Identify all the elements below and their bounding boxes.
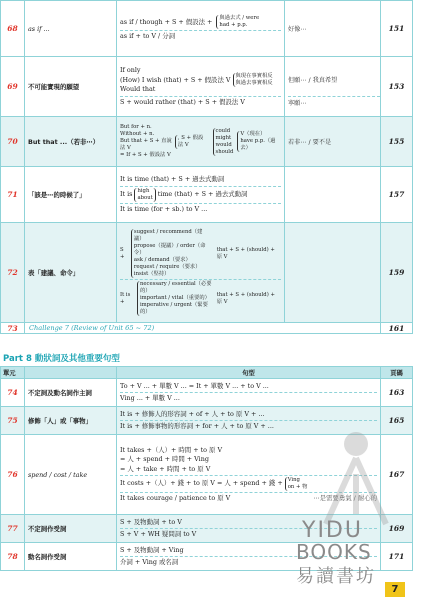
page-ref: 159 (381, 223, 413, 323)
unit-number: 74 (1, 379, 25, 407)
pattern-line: have p.p.（過去） (240, 138, 276, 151)
unit-title: spend / cost / take (25, 435, 117, 515)
pattern-line: But that + S + 直說法 V (120, 138, 172, 151)
pattern-line: S + V + WH 疑問詞 to V (120, 528, 377, 540)
example-meaning: 寧願⋯ (288, 96, 380, 107)
unit-number: 75 (1, 407, 25, 435)
table-row (1, 379, 413, 407)
brace-group (134, 188, 155, 202)
pattern-line: , S + 假設法 V (175, 135, 209, 149)
pattern-line: = 人 + spend + 時間 + Ving (120, 455, 209, 463)
table-row (1, 1, 413, 57)
page-ref: 167 (381, 435, 413, 515)
pattern-line: time (that) + S + 過去式動詞 (157, 189, 248, 198)
pattern-line: as if / though + S + 假設法 + (120, 18, 213, 27)
unit-title: 不定詞作受詞 (25, 515, 117, 543)
page-ref: 163 (381, 379, 413, 407)
pattern-line: propose（提議）/ order（命令） (133, 243, 206, 256)
unit-title: 動名詞作受詞 (25, 543, 117, 571)
pattern-line: should (215, 148, 234, 155)
pattern-line: request / require（要求） (133, 264, 201, 270)
table-row (1, 223, 413, 323)
pattern-line: It costs +（人）+ 錢 + to 原 V = 人 + spend + 錢 + (120, 479, 283, 488)
pattern-line: = If + S + 假設法 V (120, 152, 171, 158)
pattern-cell (117, 223, 285, 323)
pattern-line: that + S + (should) + 原 V (216, 246, 275, 260)
brace-group (137, 281, 215, 316)
example-cell (285, 57, 381, 117)
part-title: Part 8 動狀詞及其他重要句型 (3, 354, 120, 364)
pattern-line: Ving ... + 單數 V ... (120, 392, 377, 404)
pattern-line: To + V ... + 單數 V ... = It + 單數 V ... + to V ... (120, 381, 269, 390)
pattern-line: Without + n. (120, 131, 155, 137)
unit-title: as if ... (25, 1, 117, 57)
watermark-text: YIDU (302, 518, 363, 543)
pattern-cell (117, 1, 285, 57)
pattern-line: V（現在） (240, 131, 266, 137)
pattern-cell (117, 57, 285, 117)
unit-title: 「該是⋯的時候了」 (25, 167, 117, 223)
pattern-cell (117, 379, 381, 407)
table-row (1, 57, 413, 117)
pattern-line: 與現在事實相反 (235, 73, 273, 80)
pattern-line: But for + n. (120, 124, 152, 130)
pattern-line: = 人 + take + 時間 + to 原 V (120, 464, 211, 473)
header-unit: 單元 (1, 367, 25, 379)
example-meaning (285, 223, 381, 323)
pattern-line: S + 及物動詞 + to V (120, 517, 182, 526)
pattern-line: that + S + (should) + 原 V (216, 291, 275, 305)
pattern-line: S + would rather (that) + S + 假設法 V (120, 96, 281, 108)
pattern-line: It is time (that) + S + 過去式動詞 (120, 175, 225, 183)
pattern-line: high (137, 187, 150, 194)
pattern-line: imperative / urgent（緊要的） (139, 302, 208, 315)
example-meaning: 若非⋯ / 要不是 (285, 117, 381, 167)
header-pattern: 句型 (117, 367, 381, 379)
pattern-line: It is time (for + sb.) to V ... (120, 203, 281, 215)
pattern-line: S + (120, 246, 125, 260)
unit-number: 69 (1, 57, 25, 117)
page-ref: 169 (381, 515, 413, 543)
pattern-line: 與過去事實相反 (235, 80, 273, 87)
unit-number: 70 (1, 117, 25, 167)
unit-number: 71 (1, 167, 25, 223)
unit-number: 72 (1, 223, 25, 323)
pattern-line: ask / demand（要求） (133, 257, 191, 263)
pattern-line: It is + (120, 291, 131, 305)
table-header-row (1, 367, 413, 379)
page-ref: 151 (381, 1, 413, 57)
unit-number: 68 (1, 1, 25, 57)
unit-title: But that ...（若非⋯） (25, 117, 117, 167)
page-ref: 165 (381, 407, 413, 435)
pattern-line: had + p.p. (219, 22, 248, 29)
pattern-line: (How) I wish (that) + S + 假設法 V (120, 75, 231, 84)
page-ref: 155 (381, 117, 413, 167)
pattern-line: It takes +（人）+ 時間 + to 原 V (120, 445, 223, 454)
unit-number: 76 (1, 435, 25, 515)
pattern-line: It is + 修飾人的形容詞 + of + 人 + to 原 V + ... (120, 409, 265, 418)
unit-number: 77 (1, 515, 25, 543)
brace-group (216, 15, 259, 29)
challenge-title: Challenge 7 (Review of Unit 65 ~ 72) (25, 323, 381, 334)
pattern-line: would (215, 141, 232, 148)
pattern-line: 與過去式 / were (219, 15, 260, 22)
pattern-line: It is + 修飾事物的形容詞 + for + 人 + to 原 V + ... (120, 420, 377, 432)
unit-title: 不定詞及動名詞作主詞 (25, 379, 117, 407)
page-ref: 171 (381, 543, 413, 571)
example-meaning: 但願⋯ / 我真希望 (288, 76, 338, 84)
pattern-line: Would that (120, 85, 156, 93)
pattern-line: ⋯是需要勇氣 / 耐心的 (313, 494, 377, 502)
pattern-cell (117, 117, 285, 167)
page-ref: 157 (381, 167, 413, 223)
pattern-line: It is (120, 189, 133, 198)
brace-group (237, 131, 279, 152)
unit-number: 78 (1, 543, 25, 571)
page-ref: 161 (381, 323, 413, 334)
pattern-line: Ving (287, 477, 300, 483)
challenge-row (1, 323, 413, 334)
unit-title: 修飾「人」或「事物」 (25, 407, 117, 435)
pattern-line: could (215, 127, 231, 134)
pattern-line: insist（堅持） (133, 271, 170, 277)
header-page: 頁碼 (381, 367, 413, 379)
pattern-line: S + 及物動詞 + Ving (120, 545, 184, 554)
pattern-cell (117, 167, 285, 223)
pattern-line: 介詞 + Ving 或名詞 (120, 556, 377, 568)
brace-group (131, 229, 209, 278)
example-meaning (285, 167, 381, 223)
pattern-line: on + 物 (287, 484, 308, 490)
page-ref: 153 (381, 57, 413, 117)
pattern-line: important / vital（重要的） (139, 295, 210, 301)
unit-title: 不可能實現的願望 (25, 57, 117, 117)
unit-number: 73 (1, 323, 25, 334)
watermark-text: BOOKS (296, 540, 372, 564)
pattern-line: as if + to V / 分詞 (120, 30, 281, 42)
pattern-line: It takes courage / patience to 原 V (120, 494, 231, 502)
table-row (1, 167, 413, 223)
pattern-line: necessary / essential（必要的） (139, 281, 212, 294)
pattern-line: might (215, 134, 232, 141)
pattern-line: suggest / recommend（建議） (133, 229, 203, 242)
brace-group (213, 128, 234, 156)
pattern-line: If only (120, 66, 141, 74)
brace-group (233, 73, 273, 87)
watermark-text: 易讀書坊 (296, 566, 376, 587)
pattern-line: about (137, 194, 153, 201)
page-number: 7 (385, 582, 405, 597)
unit-title: 表「建議、命令」 (25, 223, 117, 323)
table-row (1, 117, 413, 167)
example-meaning: 好像⋯ (285, 1, 381, 57)
